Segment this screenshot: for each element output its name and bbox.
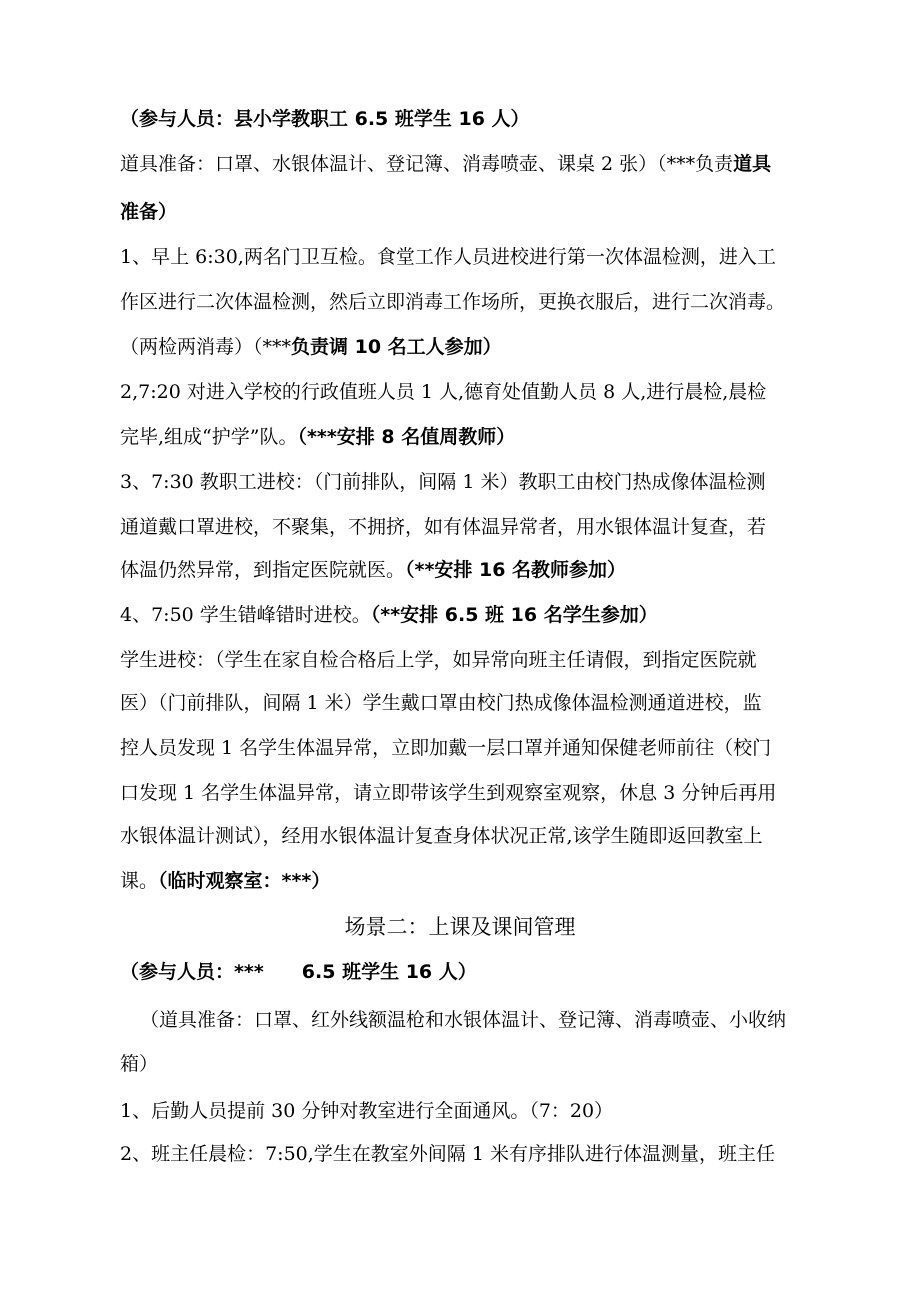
text-line bbox=[120, 646, 820, 674]
body-text: 医）（门前排队，间隔 1 米）学生戴口罩由校门热成像体温检测通道进校，监 bbox=[120, 692, 762, 714]
bold-text: （参与人员：*** 6.5 班学生 16 人） bbox=[120, 961, 477, 983]
text-line bbox=[120, 556, 820, 584]
text-line bbox=[120, 243, 820, 271]
body-text: 1、后勤人员提前 30 分钟对教室进行全面通风。（7：20） bbox=[120, 1100, 614, 1122]
text-line bbox=[120, 513, 820, 541]
text-line bbox=[120, 198, 820, 226]
text-line bbox=[120, 734, 820, 762]
body-text: 控人员发现 1 名学生体温异常，立即加戴一层口罩并通知保健老师前往（校门 bbox=[120, 737, 772, 759]
text-line bbox=[120, 288, 820, 316]
body-text: （两检两消毒）（*** bbox=[120, 336, 292, 358]
bold-text: （**安排 6.5 班 16 名学生参加） bbox=[370, 604, 658, 626]
section-heading: 场景二：上课及课间管理 bbox=[344, 915, 576, 939]
bold-text: （参与人员：县小学教职工 6.5 班学生 16 人） bbox=[120, 108, 530, 130]
bold-text: （**安排 16 名教师参加） bbox=[405, 559, 627, 581]
bold-text: （临时观察室：***） bbox=[158, 870, 331, 892]
text-line bbox=[120, 150, 820, 178]
text-line bbox=[120, 822, 820, 850]
body-text: 道具准备：口罩、水银体温计、登记簿、消毒喷壶、课桌 2 张）（***负责 bbox=[120, 153, 734, 175]
bold-text: 道具 bbox=[733, 153, 772, 175]
body-text: 3、7:30 教职工进校：（门前排队，间隔 1 米）教职工由校门热成像体温检测 bbox=[120, 471, 766, 493]
text-line bbox=[120, 689, 820, 717]
text-line bbox=[120, 378, 820, 406]
body-text: 通道戴口罩进校，不聚集，不拥挤，如有体温异常者，用水银体温计复查，若 bbox=[120, 516, 767, 538]
body-text: 1、早上 6:30,两名门卫互检。食堂工作人员进校进行第一次体温检测，进入工 bbox=[120, 246, 776, 268]
body-text: （道具准备：口罩、红外线额温枪和水银体温计、登记簿、消毒喷壶、小收纳 bbox=[140, 1009, 787, 1031]
body-text: 课。 bbox=[120, 870, 159, 892]
text-line bbox=[120, 867, 820, 895]
body-text: 水银体温计测试），经用水银体温计复查身体状况正常,该学生随即返回教室上 bbox=[120, 825, 763, 847]
body-text: 4、7:50 学生错峰错时进校。 bbox=[120, 604, 371, 626]
text-line bbox=[140, 1006, 840, 1034]
body-text: 学生进校：（学生在家自检合格后上学，如异常向班主任请假，到指定医院就 bbox=[120, 649, 757, 671]
bold-text: 负责调 10 名工人参加） bbox=[291, 336, 502, 358]
text-line bbox=[120, 601, 820, 629]
body-text: 口发现 1 名学生体温异常，请立即带该学生到观察室观察，休息 3 分钟后再用 bbox=[120, 782, 777, 804]
body-text: 体温仍然异常，到指定医院就医。 bbox=[120, 559, 406, 581]
text-line bbox=[120, 1050, 820, 1078]
body-text: 2、班主任晨检：7:50,学生在教室外间隔 1 米有序排队进行体温测量，班主任 bbox=[120, 1143, 775, 1165]
text-line bbox=[120, 1140, 820, 1168]
text-line bbox=[120, 333, 820, 361]
body-text: 2,7:20 对进入学校的行政值班人员 1 人,德育处值勤人员 8 人,进行晨检,晨检 bbox=[120, 381, 767, 403]
text-line bbox=[120, 1097, 820, 1125]
text-line bbox=[120, 779, 820, 807]
body-text: 作区进行二次体温检测，然后立即消毒工作场所，更换衣服后，进行二次消毒。 bbox=[120, 291, 786, 313]
body-text: 完毕,组成“护学”队。 bbox=[120, 426, 298, 448]
bold-text: 准备） bbox=[120, 201, 178, 223]
text-line bbox=[120, 958, 820, 986]
text-line bbox=[120, 423, 820, 451]
body-text: 箱） bbox=[120, 1053, 159, 1075]
text-line bbox=[120, 468, 820, 496]
text-line bbox=[120, 105, 820, 133]
bold-text: （***安排 8 名值周教师） bbox=[297, 426, 516, 448]
